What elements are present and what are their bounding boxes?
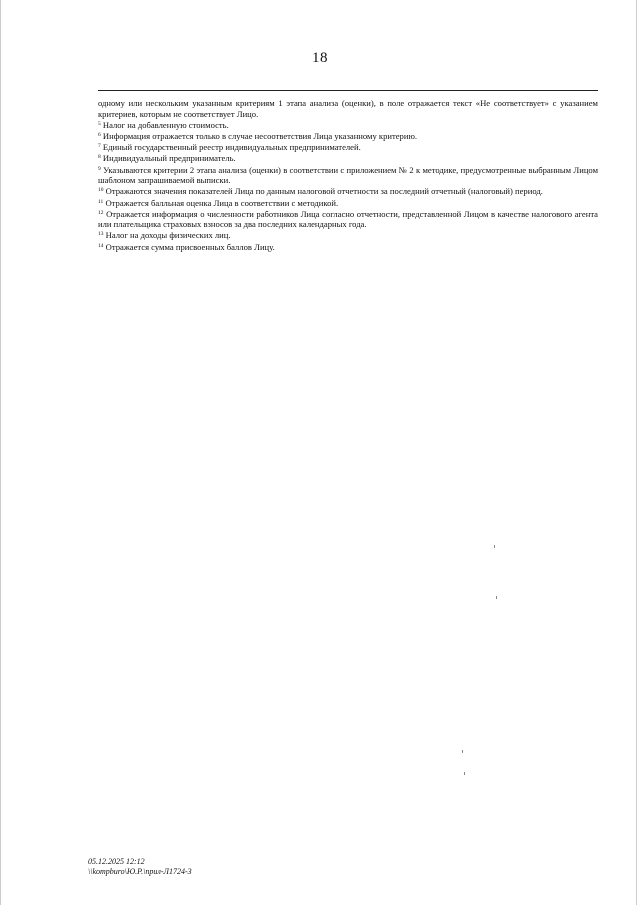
footnote-text: Отражается информация о численности работников Лица согласно отчетности, представленной Лицом в качестве налогового агента или плательщика страховых взносов за два последних календарных года. bbox=[98, 208, 598, 230]
footnote-text: Налог на добавленную стоимость. bbox=[102, 119, 229, 130]
footer bbox=[88, 857, 192, 877]
footnote-text: Информация отражается только в случае несоответствия Лица указанному критерию. bbox=[102, 130, 418, 141]
scan-speck bbox=[496, 596, 497, 599]
footnotes-block bbox=[98, 98, 598, 253]
footnote-text: одному или нескольким указанным критериям 1 этапа анализа (оценки), в поле отражается текст «Не соответствует» с указанием критериев, которым не соответствует Лицо. bbox=[98, 98, 598, 119]
footnote-number: 6 bbox=[98, 131, 101, 138]
footnote-number: 13 bbox=[98, 231, 104, 238]
footnote-continuation bbox=[98, 98, 598, 119]
footnote-number: 10 bbox=[98, 187, 104, 194]
scan-speck bbox=[464, 772, 465, 775]
footnote-number: 9 bbox=[98, 165, 101, 172]
footnote-5 bbox=[98, 120, 598, 131]
scan-edge bbox=[0, 0, 1, 905]
scan-speck bbox=[462, 750, 463, 753]
footnote-text: Налог на доходы физических лиц. bbox=[105, 230, 231, 241]
footnote-text: Отражается сумма присвоенных баллов Лицу. bbox=[105, 241, 275, 252]
footnote-number: 14 bbox=[98, 242, 104, 249]
page-number: 18 bbox=[312, 50, 328, 66]
footnote-10 bbox=[98, 186, 598, 197]
footnote-7 bbox=[98, 142, 598, 153]
footnote-text: Отражаются значения показателей Лица по данным налоговой отчетности за последний отчетный (налоговый) период. bbox=[105, 186, 543, 197]
footnote-number: 7 bbox=[98, 143, 101, 150]
footnote-number: 12 bbox=[98, 209, 104, 216]
footnote-11 bbox=[98, 198, 598, 209]
footnote-9 bbox=[98, 165, 598, 186]
footnote-8 bbox=[98, 153, 598, 164]
footnote-number: 11 bbox=[98, 198, 104, 205]
footnote-14 bbox=[98, 242, 598, 253]
footnote-number: 5 bbox=[98, 120, 101, 127]
footnote-text: Единый государственный реестр индивидуальных предпринимателей. bbox=[102, 142, 361, 153]
footnote-12 bbox=[98, 209, 598, 230]
footnote-number: 8 bbox=[98, 154, 101, 161]
footnote-text: Указываются критерии 2 этапа анализа (оценки) в соответствии с приложением № 2 к методике, предусмотренные выбранным Лицом шаблоном запрашиваемой выписки. bbox=[98, 164, 599, 186]
footer-file-path: \\kompburo\Ю.Р.\прил-Л1724-3 bbox=[88, 867, 192, 876]
footnote-6 bbox=[98, 131, 598, 142]
footnote-13 bbox=[98, 230, 598, 241]
scan-edge bbox=[636, 0, 637, 905]
footnote-text: Отражается балльная оценка Лица в соответствии с методикой. bbox=[105, 197, 339, 208]
scan-speck bbox=[494, 545, 495, 548]
footer-timestamp: 05.12.2025 12:12 bbox=[88, 857, 145, 866]
footnote-separator bbox=[98, 90, 598, 91]
footnote-text: Индивидуальный предприниматель. bbox=[102, 153, 236, 164]
